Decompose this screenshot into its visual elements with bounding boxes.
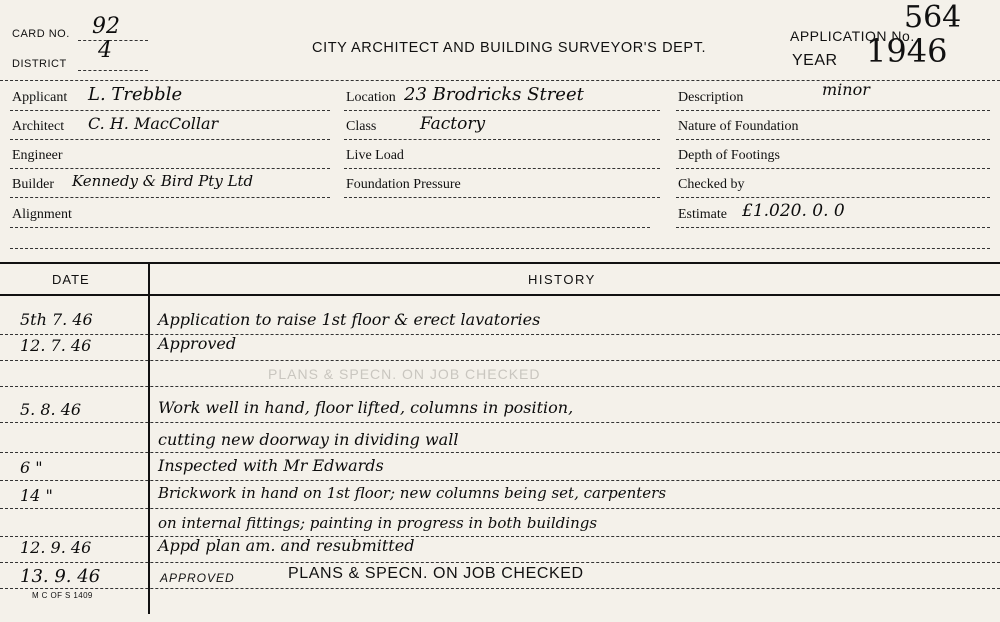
applicant-value: L. Trebble	[88, 84, 183, 105]
card-no-label: CARD NO.	[12, 28, 70, 40]
foundation-pressure-line	[344, 197, 660, 198]
location-line	[344, 110, 660, 111]
applicant-label: Applicant	[12, 90, 68, 105]
table-top-rule	[0, 262, 1000, 264]
checked-by-label: Checked by	[678, 177, 745, 192]
row-rule	[0, 452, 1000, 453]
row-date: 6 "	[20, 458, 43, 477]
fields-bottom-line	[10, 248, 990, 249]
class-label: Class	[346, 119, 377, 134]
engineer-label: Engineer	[12, 148, 63, 163]
alignment-label: Alignment	[12, 207, 72, 222]
description-line	[676, 110, 990, 111]
row-date: 13. 9. 46	[20, 566, 101, 587]
applicant-line	[10, 110, 330, 111]
depth-of-footings-line	[676, 168, 990, 169]
department-title: CITY ARCHITECT AND BUILDING SURVEYOR'S DEPT.	[312, 40, 707, 56]
architect-line	[10, 139, 330, 140]
row-history: cutting new doorway in dividing wall	[158, 430, 459, 449]
faded-stamp: PLANS & SPECN. ON JOB CHECKED	[268, 366, 541, 382]
nature-of-foundation-label: Nature of Foundation	[678, 119, 799, 134]
row-rule	[0, 508, 1000, 509]
district-value: 4	[98, 38, 112, 63]
row-rule	[0, 422, 1000, 423]
row-rule	[0, 536, 1000, 537]
builder-line	[10, 197, 330, 198]
row-date: 5th 7. 46	[20, 310, 93, 329]
row-history: on internal fittings; painting in progress in both buildings	[158, 514, 598, 532]
row-history: Application to raise 1st floor & erect lavatories	[158, 310, 541, 329]
row-date: 12. 9. 46	[20, 538, 92, 557]
builder-value: Kennedy & Bird Pty Ltd	[72, 172, 254, 190]
live-load-label: Live Load	[346, 148, 404, 163]
architect-value: C. H. MacCollar	[88, 114, 219, 133]
row-rule	[0, 386, 1000, 387]
architect-label: Architect	[12, 119, 65, 134]
row-rule	[0, 588, 1000, 589]
card-no-value: 92	[92, 14, 120, 39]
location-value: 23 Brodricks Street	[404, 84, 584, 105]
year-label: YEAR	[792, 52, 838, 69]
application-no-value: 564	[904, 0, 962, 35]
year-value: 1946	[866, 32, 948, 70]
row-date: 5. 8. 46	[20, 400, 82, 419]
live-load-line	[344, 168, 660, 169]
depth-of-footings-label: Depth of Footings	[678, 148, 780, 163]
engineer-line	[10, 168, 330, 169]
builder-label: Builder	[12, 177, 54, 192]
foundation-pressure-label: Foundation Pressure	[346, 177, 461, 192]
row-rule	[0, 360, 1000, 361]
history-header: HISTORY	[528, 272, 596, 287]
row-history: Approved	[158, 334, 237, 353]
plans-checked-stamp: PLANS & SPECN. ON JOB CHECKED	[288, 565, 584, 582]
nature-of-foundation-line	[676, 139, 990, 140]
card-no-line	[78, 40, 148, 41]
district-line	[78, 70, 148, 71]
class-line	[344, 139, 660, 140]
application-no-label: APPLICATION No.	[790, 28, 915, 44]
description-label: Description	[678, 90, 744, 105]
row-date: 12. 7. 46	[20, 336, 92, 355]
form-code: M C OF S 1409	[32, 591, 93, 600]
estimate-value: £1.020. 0. 0	[742, 201, 845, 221]
header-bottom-rule	[0, 294, 1000, 296]
row-history: Brickwork in hand on 1st floor; new columns being set, carpenters	[158, 484, 667, 502]
row-history: Work well in hand, floor lifted, columns in position,	[158, 398, 574, 417]
row-rule	[0, 334, 1000, 335]
alignment-line	[10, 227, 650, 228]
approved-stamp: APPROVED	[160, 571, 235, 585]
row-rule	[0, 562, 1000, 563]
row-rule	[0, 480, 1000, 481]
row-date: 14 "	[20, 486, 53, 505]
date-header: DATE	[52, 272, 90, 287]
row-history: Inspected with Mr Edwards	[158, 456, 384, 475]
location-label: Location	[346, 90, 396, 105]
checked-by-line	[676, 197, 990, 198]
row-history: Appd plan am. and resubmitted	[158, 536, 415, 555]
estimate-label: Estimate	[678, 207, 727, 222]
description-value: minor	[822, 80, 870, 99]
district-label: DISTRICT	[12, 58, 67, 70]
class-value: Factory	[420, 114, 486, 134]
estimate-line	[676, 227, 990, 228]
